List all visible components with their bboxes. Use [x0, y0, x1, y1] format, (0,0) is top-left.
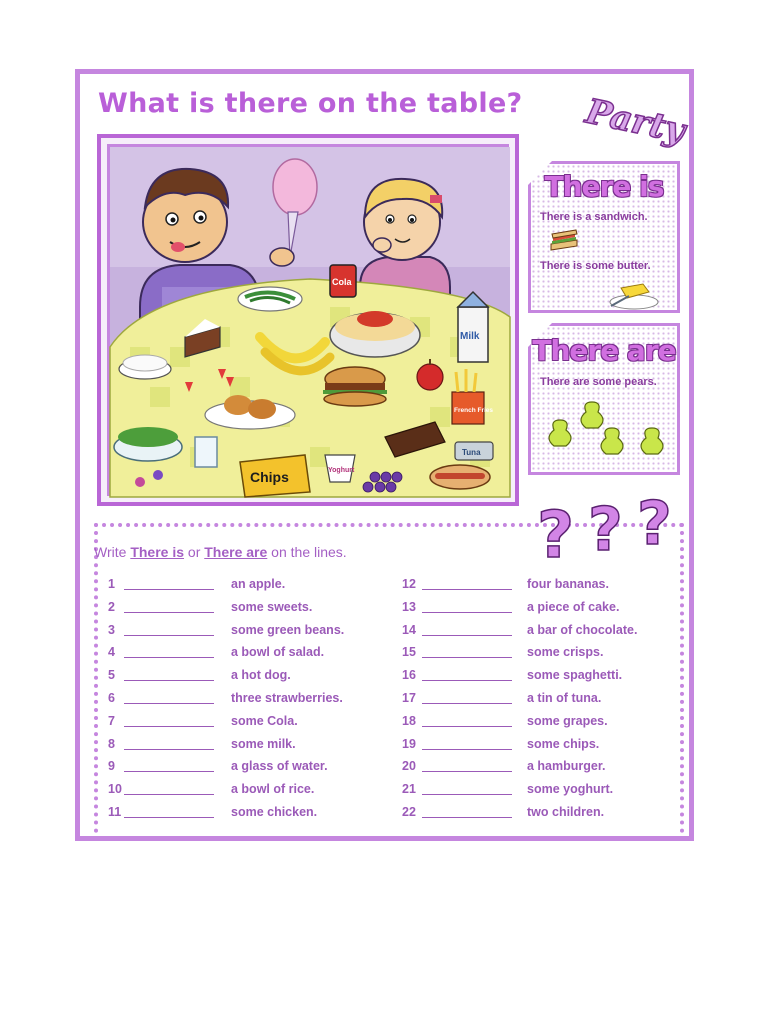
exercise-item-phrase: some chips. — [527, 736, 600, 751]
exercise-item-number: 8 — [108, 736, 115, 751]
exercise-item-phrase: a bar of chocolate. — [527, 622, 638, 637]
there-is-example-1: There is a sandwich. — [540, 211, 648, 223]
question-mark-icon — [535, 499, 575, 573]
svg-text:Milk: Milk — [460, 331, 480, 342]
exercise-item-phrase: some green beans. — [231, 622, 345, 637]
answer-blank[interactable] — [422, 703, 512, 704]
there-is-box — [528, 161, 680, 313]
exercise-item-phrase: an apple. — [231, 577, 286, 591]
exercise-item — [108, 691, 368, 709]
exercise-item-phrase: some Cola. — [231, 713, 298, 728]
exercise-item — [402, 691, 662, 709]
svg-text:?: ? — [537, 499, 575, 573]
exercise-item-number: 22 — [402, 805, 416, 819]
svg-text:Cola: Cola — [332, 277, 352, 287]
exercise-item — [402, 668, 662, 686]
exercise-item-phrase: some milk. — [231, 736, 296, 751]
exercise-item-number: 4 — [108, 645, 115, 660]
there-is-heading: There is — [544, 170, 664, 203]
exercise-item-number: 12 — [402, 577, 416, 591]
exercise-item-number: 9 — [108, 759, 115, 774]
answer-blank[interactable] — [124, 771, 214, 772]
exercise-item-phrase: some spaghetti. — [527, 668, 623, 683]
party-table-illustration — [110, 147, 510, 497]
table-picture-frame — [97, 134, 519, 506]
answer-blank[interactable] — [422, 794, 512, 795]
answer-blank[interactable] — [124, 726, 214, 727]
answer-blank[interactable] — [124, 612, 214, 613]
svg-text:?: ? — [588, 495, 623, 565]
exercise-item — [108, 759, 368, 777]
sandwich-icon — [549, 228, 579, 254]
answer-blank[interactable] — [124, 657, 214, 658]
exercise-item-phrase: four bananas. — [527, 577, 609, 591]
exercise-item-number: 16 — [402, 668, 416, 683]
answer-blank[interactable] — [124, 589, 214, 590]
exercise-item-number: 17 — [402, 691, 416, 705]
party-logo — [580, 82, 689, 152]
butter-icon — [609, 276, 659, 310]
question-mark-icon — [586, 492, 626, 565]
exercise-item — [402, 759, 662, 777]
party-logo-text: Party — [582, 91, 689, 152]
there-are-box — [528, 323, 680, 475]
answer-blank[interactable] — [422, 680, 512, 681]
answer-blank[interactable] — [124, 703, 214, 704]
exercise-item — [108, 623, 368, 641]
answer-blank[interactable] — [422, 589, 512, 590]
exercise-item — [108, 737, 368, 755]
exercise-item — [108, 805, 368, 823]
exercise-item-number: 10 — [108, 782, 122, 797]
table-picture — [107, 144, 509, 496]
exercise-item — [108, 782, 368, 800]
answer-blank[interactable] — [422, 657, 512, 658]
exercise-item-number: 3 — [108, 622, 115, 637]
svg-text:Yoghurt: Yoghurt — [328, 467, 355, 474]
exercise-item — [108, 714, 368, 732]
exercise-item-number: 1 — [108, 577, 115, 591]
exercise-item — [108, 577, 368, 595]
exercise-item-number: 5 — [108, 668, 115, 683]
exercise-item-number: 7 — [108, 713, 115, 728]
exercise-item-number: 14 — [402, 622, 416, 637]
exercise-item — [402, 782, 662, 800]
exercise-item-phrase: a hamburger. — [527, 759, 606, 774]
worksheet — [75, 69, 694, 841]
exercise-item-number: 2 — [108, 599, 115, 614]
exercise-item-number: 15 — [402, 645, 416, 660]
answer-blank[interactable] — [124, 680, 214, 681]
exercise-item-phrase: some yoghurt. — [527, 782, 614, 797]
exercise-item-number: 19 — [402, 736, 416, 751]
svg-text:Tuna: Tuna — [462, 448, 481, 457]
exercise-item — [402, 737, 662, 755]
exercise-item-phrase: a piece of cake. — [527, 599, 620, 614]
answer-blank[interactable] — [422, 749, 512, 750]
exercise-item-phrase: some grapes. — [527, 713, 608, 728]
question-mark-icon — [635, 486, 675, 559]
svg-text:?: ? — [637, 489, 672, 559]
exercise-item — [108, 645, 368, 663]
svg-text:French Fries: French Fries — [454, 407, 494, 414]
exercise-instruction: Write There is or There are on the lines. — [94, 544, 347, 560]
exercise-item — [108, 600, 368, 618]
exercise-item — [402, 805, 662, 823]
svg-text:Chips: Chips — [250, 469, 289, 485]
there-is-example-2: There is some butter. — [540, 260, 651, 272]
page-title: What is there on the table? — [98, 88, 523, 119]
exercise-item-phrase: some crisps. — [527, 645, 604, 660]
answer-blank[interactable] — [422, 771, 512, 772]
exercise-item — [402, 600, 662, 618]
exercise-item-number: 21 — [402, 782, 416, 797]
answer-blank[interactable] — [422, 726, 512, 727]
answer-blank[interactable] — [124, 794, 214, 795]
exercise-item-phrase: three strawberries. — [231, 691, 343, 705]
there-are-example-1: There are some pears. — [540, 376, 657, 388]
exercise-item-phrase: some chicken. — [231, 805, 318, 819]
exercise-item — [402, 645, 662, 663]
answer-blank[interactable] — [124, 749, 214, 750]
exercise-item-phrase: two children. — [527, 805, 605, 819]
answer-blank[interactable] — [422, 817, 512, 818]
exercise-item-number: 20 — [402, 759, 416, 774]
exercise-item-phrase: a glass of water. — [231, 759, 328, 774]
there-are-heading: There are — [532, 334, 676, 367]
exercise-item-phrase: a hot dog. — [231, 668, 291, 683]
answer-blank[interactable] — [422, 612, 512, 613]
exercise-item-number: 6 — [108, 691, 115, 705]
answer-blank[interactable] — [124, 817, 214, 818]
pears-icon — [536, 396, 676, 466]
exercise-item-number: 18 — [402, 713, 416, 728]
exercise-item — [108, 668, 368, 686]
exercise-item — [402, 623, 662, 641]
exercise-item-number: 13 — [402, 599, 416, 614]
exercise-item-phrase: some sweets. — [231, 599, 313, 614]
exercise-item-phrase: a bowl of salad. — [231, 645, 325, 660]
exercise-item-phrase: a bowl of rice. — [231, 782, 315, 797]
exercise-item — [402, 714, 662, 732]
answer-blank[interactable] — [422, 635, 512, 636]
exercise-item-number: 11 — [108, 805, 122, 819]
exercise-item-phrase: a tin of tuna. — [527, 691, 602, 705]
answer-blank[interactable] — [124, 635, 214, 636]
exercise-item — [402, 577, 662, 595]
